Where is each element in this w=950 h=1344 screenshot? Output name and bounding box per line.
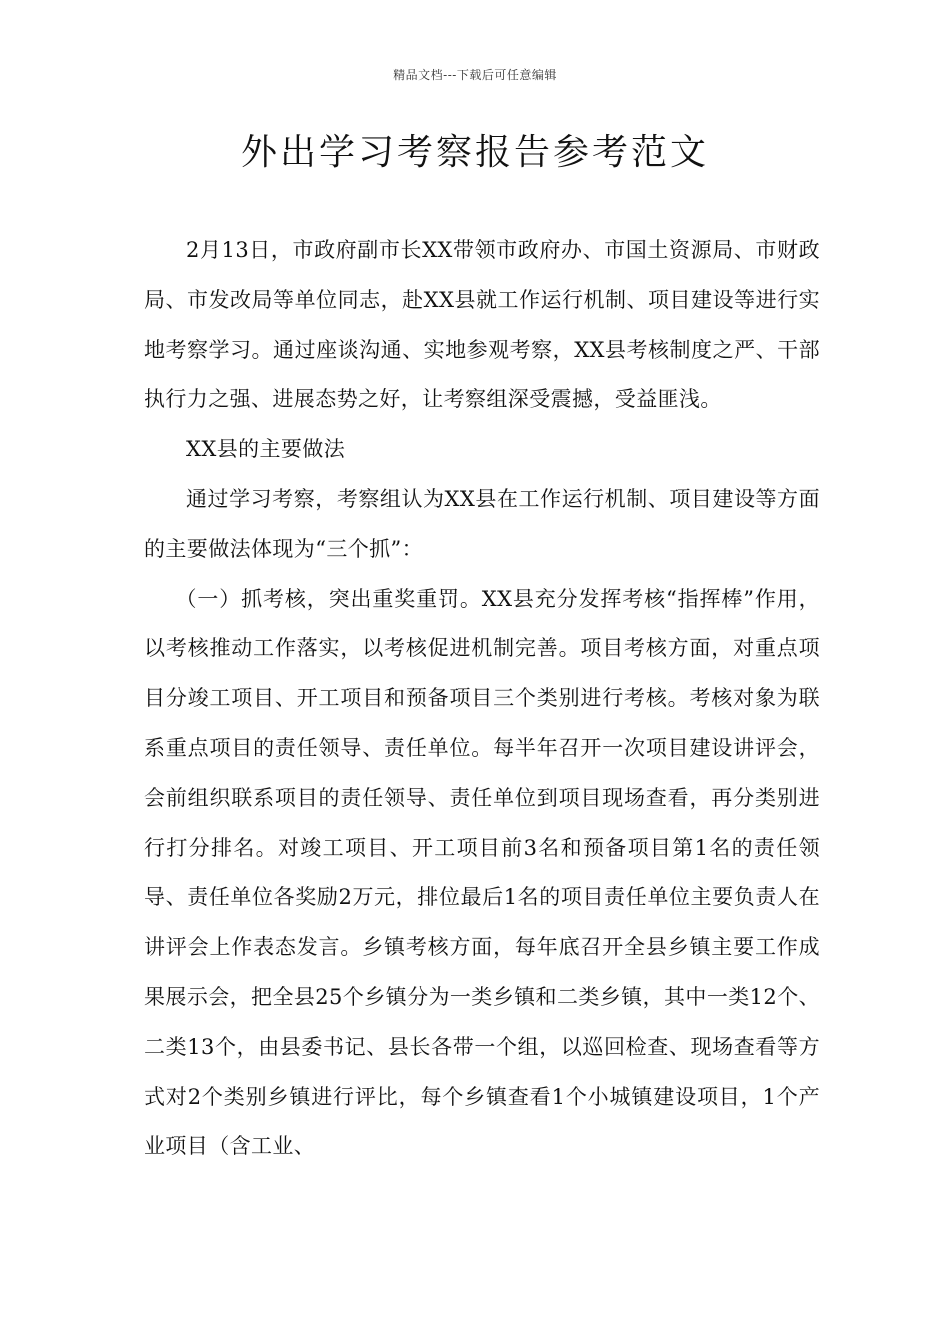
document-body [144, 226, 820, 1172]
paragraph-intro: 2月13日，市政府副市长XX带领市政府办、市国土资源局、市财政局、市发改局等单位同志，赴XX县就工作运行机制、项目建设等进行实地考察学习。通过座谈沟通、实地参观考察，XX县考核制度之严、干部执行力之强、进展态势之好，让考察组深受震撼，受益匪浅。 [144, 238, 820, 412]
section-heading: XX县的主要做法 [186, 437, 346, 462]
document-title: 外出学习考察报告参考范文 [240, 132, 709, 173]
paragraph-item-one: （一）抓考核，突出重奖重罚。XX县充分发挥考核“指挥棒”作用，以考核推动工作落实，以考核促进机制完善。项目考核方面，对重点项目分竣工项目、开工项目和预备项目三个类别进行考核。考核对象为联系重点项目的责任领导、责任单位。每半年召开一次项目建设讲评会，会前组织联系项目的责任领导、责任单位到项目现场查看，再分类别进行打分排名。对竣工项目、开工项目前3名和预备项目第1名的责任领导、责任单位各奖励2万元，排位最后1名的项目责任单位主要负责人在讲评会上作表态发言。乡镇考核方面，每年底召开全县乡镇主要工作成果展示会，把全县25个乡镇分为一类乡镇和二类乡镇，其中一类12个、二类13个，由县委书记、县长各带一个组，以巡回检查、现场查看等方式对2个类别乡镇进行评比，每个乡镇查看1个小城镇建设项目，1个产业项目（含工业、 [144, 586, 820, 1159]
paragraph-summary: 通过学习考察，考察组认为XX县在工作运行机制、项目建设等方面的主要做法体现为“三个抓”： [144, 486, 820, 561]
header-note: 精品文档---下载后可任意编辑 [393, 68, 557, 82]
